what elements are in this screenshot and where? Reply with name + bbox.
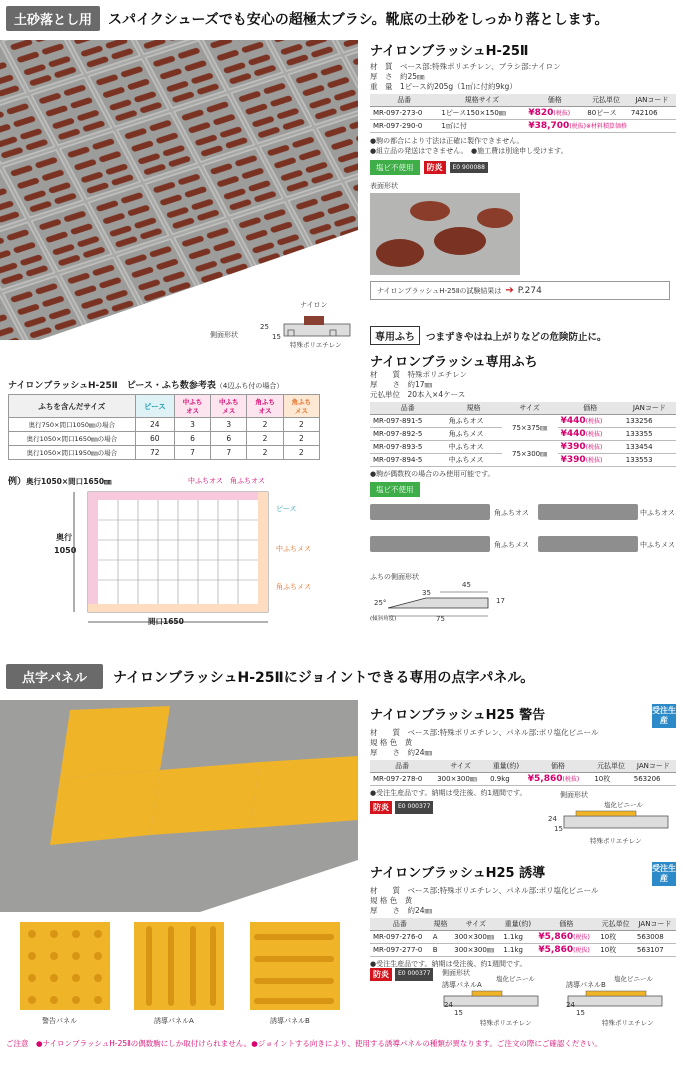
depth-value: 1050: [54, 546, 77, 555]
brush-mat-photo: [0, 40, 358, 340]
dim-15: 15: [454, 1009, 463, 1017]
section2-headline: ナイロンブラッシュH-25Ⅱにジョイントできる専用の点字パネル。: [113, 669, 535, 686]
result-text: ナイロンブラッシュH-25Ⅱの試験結果は: [377, 286, 502, 295]
dim-24: 24: [566, 1001, 575, 1009]
edge-tag: 専用ふち: [370, 326, 420, 345]
fireproof-badge: 防炎: [370, 801, 392, 814]
caution-lead: ご注意: [6, 1039, 29, 1048]
dim-75: 75: [436, 615, 445, 623]
product3-side-profile: [540, 790, 680, 852]
example-title: 例）: [8, 477, 27, 487]
edge-pictures: [370, 498, 676, 560]
product1-price-table: [370, 94, 676, 133]
dim-25: 25: [260, 323, 269, 331]
product3-price-table: 品番 サイズ 重量(約) 価格 元払単位 JANコード MR-097-278-0 300×300㎜ 0.9kg ¥5,860(税抜) 10枚 563206: [370, 760, 676, 786]
made-to-order-badge: 受注生産: [652, 704, 676, 728]
section1-header: [6, 6, 609, 31]
guide-panel-a-caption: 誘導パネルA: [154, 1017, 194, 1025]
col-header: 品番: [370, 94, 438, 107]
pvc-free-badge: 塩ビ不使用: [370, 482, 420, 497]
label-piece: ピース: [276, 505, 297, 513]
fireproof-code: E0 000377: [395, 968, 433, 981]
label-naka-osu: 中ふちオス: [188, 477, 223, 485]
table-row: MR-097-276-0 A 300×300㎜ 1.1kg ¥5,860(税抜) 10枚 563008: [370, 931, 676, 944]
example-grid-graphic: [68, 488, 278, 628]
note: ●受注生産品です。納期は受注後、約1週間です。: [370, 960, 527, 968]
surface-photo: [370, 193, 520, 275]
col-header: ピース: [135, 395, 174, 418]
dim-15: 15: [272, 333, 281, 341]
col-header: 中ふち メス: [211, 395, 247, 418]
footer-caution: [6, 1038, 678, 1049]
product4-price-table: 品番 規格 サイズ 重量(約) 価格 元払単位 JANコード MR-097-276-0 A 300×300㎜ 1.1kg ¥5,860(税抜) 10枚 563008 MR-097-277-0 B 300×300㎜ 1.1kg ¥5,860(税抜) 10枚 563107: [370, 918, 676, 957]
table-row: MR-097-277-0 B 300×300㎜ 1.1kg ¥5,860(税抜) 10枚 563107: [370, 944, 676, 957]
pe-label: 特殊ポリエチレン: [290, 341, 342, 349]
table-row: MR-097-893-5 中ふちオス 75×300㎜ ¥390(税抜) 133454: [370, 441, 676, 454]
section1-headline: スパイクシューズでも安心の超極太ブラシ。靴底の土砂をしっかり落とします。: [108, 11, 609, 28]
product1-block: [370, 40, 676, 300]
pe-label: 特殊ポリエチレン: [480, 1019, 532, 1027]
section2-label: 点字パネル: [6, 664, 103, 689]
braille-mat-illustration: [0, 700, 358, 912]
edge-label: 角ふちメス: [494, 541, 529, 549]
reference-table: [8, 394, 320, 460]
dim-35: 35: [422, 589, 431, 597]
pe-label: 特殊ポリエチレン: [602, 1019, 654, 1027]
panel-thumbnails: [20, 918, 360, 1028]
product2-title: ナイロンブラッシュ専用ふち: [370, 355, 538, 370]
warning-panel-image: [20, 922, 110, 1010]
edge-photo: [538, 504, 638, 520]
slope-label: (傾斜角度): [370, 616, 397, 622]
arrow-icon: ➔: [505, 285, 514, 296]
label-naka-mesu: 中ふちメス: [276, 545, 311, 553]
col-header: ふちを含んだサイズ: [9, 395, 136, 418]
made-to-order-badge: 受注生産: [652, 862, 676, 886]
pvc-label: 塩化ビニール: [604, 801, 643, 809]
pe-label: 特殊ポリエチレン: [590, 837, 642, 845]
product2-block: 専用ふち つまずきやはね上がりなどの危険防止に。 ナイロンブラッシュ専用ふち 材 質 特殊ポリエチレン 厚 さ 約17㎜ 元払単位 20本入×4ケース 品番 規格 サイズ 価格 JANコード MR-097-891-5 角ふちオス 75×375㎜ ¥440(税抜) 133256 MR-097-892-5 角ふちメス ¥440(税抜) 133355 MR-097-893-5 中ふちオス 75×300㎜ ¥390(税抜) 133454 MR-097-894-5 中ふちメス ¥390(税抜) 133553 ●駒が偶数枚の場合のみ使用可能です。 塩ビ不使用: [370, 326, 676, 497]
reference-subtitle: （4辺ふち付の場合）: [215, 382, 284, 390]
nylon-label: ナイロン: [300, 301, 328, 309]
reference-title: ナイロンブラッシュH-25Ⅱ ピース・ふち数参考表: [8, 381, 216, 391]
edge-photo: [370, 536, 490, 552]
lines-horizontal-pattern: [250, 922, 340, 1010]
note: ●駒が偶数枚の場合のみ使用可能です。: [370, 470, 495, 478]
dim-24: 24: [548, 815, 557, 823]
note: ●駒の都合により寸法は正確に製作できません。: [370, 137, 524, 145]
side-shape-label: 側面形状: [210, 331, 238, 339]
product4-title: ナイロンブラッシュH25 誘導: [370, 866, 546, 881]
table-row: MR-097-892-5 角ふちメス ¥440(税抜) 133355: [370, 428, 676, 441]
guide-panel-b-caption: 誘導パネルB: [270, 1017, 310, 1025]
lines-vertical-pattern: [134, 922, 224, 1010]
pvc-label: 塩化ビニール: [496, 975, 535, 983]
product1-specs: [370, 62, 676, 92]
col-header: 規格サイズ: [438, 94, 525, 107]
table-row: MR-097-891-5 角ふちオス 75×375㎜ ¥440(税抜) 133256: [370, 415, 676, 428]
spec-row: 重 量 1ピース約205g（1㎡に付約9kg）: [370, 82, 517, 91]
guide-b-profile: [566, 990, 666, 1010]
edge-label: 中ふちオス: [640, 509, 675, 517]
edge-tagline: つまずきやはね上がりなどの危険防止に。: [426, 331, 607, 343]
test-result-box: [370, 281, 670, 300]
fireproof-code: E0 000377: [395, 801, 433, 814]
pvc-free-badge: 塩ビ不使用: [370, 160, 420, 175]
example-sub: 奥行1050×間口1650㎜: [26, 477, 112, 486]
col-header: 価格: [525, 94, 584, 107]
side-label: 側面形状: [442, 969, 470, 977]
table-row: MR-097-894-5 中ふちメス ¥390(税抜) 133553: [370, 454, 676, 467]
brush-mat-illustration: [0, 40, 358, 340]
dots-pattern: [20, 922, 110, 1010]
side-shape-diagram: [210, 300, 360, 348]
product3-block: ナイロンブラッシュH25 警告 受注生産 材 質 ベース部:特殊ポリエチレン、パネル部:ポリ塩化ビニール 規 格 色 黄 厚 さ 約24㎜ 品番 サイズ 重量(約) 価格 元払単位 JANコード MR-097-278-0 300×300㎜ 0.9kg ¥5,860(税抜) 10枚 563206 ●受注生産品です。納期は受注後、約1週間です。 防炎 E0 000377: [370, 706, 676, 812]
product1-title: ナイロンブラッシュH-25Ⅱ: [370, 44, 529, 59]
depth-label: 奥行: [56, 533, 72, 542]
table-row: 奥行1050×間口1650㎜の場合 60 6 6 2 2: [9, 432, 320, 446]
panel-b-label: 誘導パネルB: [566, 981, 606, 989]
section1-label: 土砂落とし用: [6, 6, 100, 31]
table-row: 奥行1050×間口1950㎜の場合 72 7 7 2 2: [9, 446, 320, 460]
guide-panel-b-image: [250, 922, 340, 1010]
table-row: MR-097-290-0 1㎡に付 ¥38,700(税抜)※材料積算価格: [370, 120, 676, 133]
panel-a-label: 誘導パネルA: [442, 981, 482, 989]
col-header: 元払単位: [584, 94, 628, 107]
edge-side-profile: [370, 572, 540, 622]
dim-24: 24: [444, 1001, 453, 1009]
braille-mat-photo: [0, 700, 358, 912]
reference-block: [8, 378, 348, 460]
edge-photo: [370, 504, 490, 520]
product2-price-table: 品番 規格 サイズ 価格 JANコード MR-097-891-5 角ふちオス 75×375㎜ ¥440(税抜) 133256 MR-097-892-5 角ふちメス ¥440(税抜) 133355 MR-097-893-5 中ふちオス 75×300㎜ ¥390(税抜) 133454 MR-097-894-5 中ふちメス ¥390(税抜) 133553: [370, 402, 676, 467]
caution-text: ●ナイロンブラッシュH-25Ⅱの偶数駒にしか取付けられません。●ジョイントする向きにより、使用する誘導パネルの種類が異なります。ご注文の際にご確認ください。: [36, 1039, 602, 1048]
spec-row: 厚 さ 約25㎜: [370, 72, 425, 81]
page-ref-link[interactable]: P.274: [517, 285, 542, 296]
side-label: 側面形状: [560, 791, 588, 799]
braille-profile-graphic: [562, 808, 672, 832]
edge-label: 中ふちメス: [640, 541, 675, 549]
dim-45: 45: [462, 581, 471, 589]
surface-label: 表面形状: [370, 182, 398, 190]
product4-side-profile: [370, 968, 680, 1032]
fireproof-code: E0 900088: [450, 162, 488, 173]
spec-row: 材 質 ベース部:特殊ポリエチレン、ブラシ部:ナイロン: [370, 62, 561, 71]
edge-photo: [538, 536, 638, 552]
dim-15: 15: [554, 825, 563, 833]
table-row: 奥行750×間口1050㎜の場合 24 3 3 2 2: [9, 418, 320, 432]
product3-title: ナイロンブラッシュH25 警告: [370, 708, 546, 723]
dim-15: 15: [576, 1009, 585, 1017]
col-header: 角ふち メス: [283, 395, 319, 418]
product4-block: ナイロンブラッシュH25 誘導 受注生産 材 質 ベース部:特殊ポリエチレン、パネル部:ポリ塩化ビニール 規 格 色 黄 厚 さ 約24㎜ 品番 規格 サイズ 重量(約) 価格 元払単位 JANコード MR-097-276-0 A 300×300㎜ 1.1kg ¥5,860(税抜) 10枚 563008 MR-097-277-0 B 300×300㎜ 1.1kg ¥5,860(税抜) 10枚 563107 ●受注生産品です。納期は受注後、約1週間です。: [370, 864, 676, 968]
surface-illustration: [370, 193, 520, 275]
fireproof-badge: 防炎: [370, 968, 392, 981]
label-kaku-mesu: 角ふちメス: [276, 583, 311, 591]
note: ●組立品の発送はできません。 ●施工費は別途申し受けます。: [370, 147, 568, 155]
col-header: 角ふち オス: [247, 395, 283, 418]
edge-side-label: ふちの側面形状: [370, 573, 419, 581]
pvc-label: 塩化ビニール: [614, 975, 653, 983]
dim-angle: 25°: [374, 599, 387, 607]
section2-header: [6, 664, 534, 689]
width-label: 間口1650: [148, 617, 184, 626]
side-profile-graphic: [282, 314, 352, 338]
guide-a-profile: [442, 990, 542, 1010]
col-header: JANコード: [628, 94, 676, 107]
example-layout: [8, 474, 348, 634]
note: ●受注生産品です。納期は受注後、約1週間です。: [370, 789, 527, 797]
table-row: MR-097-278-0 300×300㎜ 0.9kg ¥5,860(税抜) 10枚 563206: [370, 773, 676, 786]
table-row: MR-097-273-0 1ピース150×150㎜ ¥820(税抜) 80ピース 742106: [370, 107, 676, 120]
guide-panel-a-image: [134, 922, 224, 1010]
label-kaku-osu: 角ふちオス: [230, 477, 265, 485]
col-header: 中ふち オス: [174, 395, 210, 418]
edge-label: 角ふちオス: [494, 509, 529, 517]
fireproof-badge: 防炎: [424, 161, 446, 174]
warning-panel-caption: 警告パネル: [42, 1017, 77, 1025]
dim-17: 17: [496, 597, 505, 605]
